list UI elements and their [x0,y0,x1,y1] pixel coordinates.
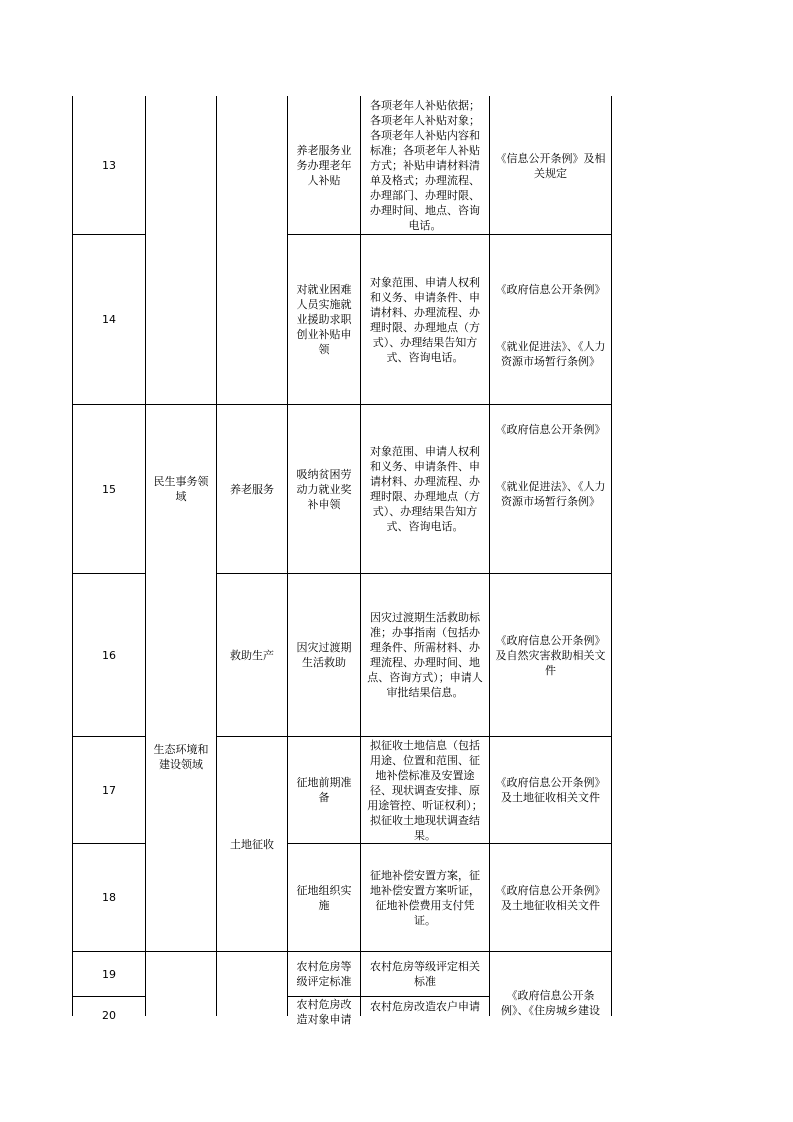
item-name: 因灾过渡期生活救助 [296,641,352,669]
basis-text: 《政府信息公开条例》 [495,423,606,436]
content-text: 农村危房改造农户申请 [370,1000,480,1013]
basis-text: 《政府信息公开条例》及自然灾害救助相关文件 [495,633,606,677]
content-text: 拟征收土地信息（包括用途、位置和范围、征地补偿标准及安置途径、现状调查安排、原用途管控、听证权利）；拟征收土地现状调查结果。 [367,738,483,842]
basis-text: 《信息公开条例》及相关规定 [495,151,606,180]
row-number: 20 [102,1009,116,1022]
row-number: 17 [102,783,116,797]
row-number: 19 [102,967,116,981]
basis-text: 《就业促进法》、《人力资源市场暂行条例》 [495,340,606,368]
basis-text: 《就业促进法》、《人力资源市场暂行条例》 [495,480,606,508]
row-number: 13 [102,159,116,172]
sub-area-label: 救助生产 [230,648,274,662]
basis-cell [490,405,611,573]
basis-text: 《政府信息公开条例》 [495,283,606,296]
basis-text: 《政府信息公开条例》、《住房城乡建设 [501,989,600,1017]
item-name: 吸纳贫困劳动力就业奖补申领 [296,467,352,511]
item-name: 养老服务业务办理老年人补贴 [296,144,352,187]
content-text: 农村危房等级评定相关标准 [370,960,480,988]
row-number: 14 [102,313,116,326]
content-text: 因灾过渡期生活救助标准；办事指南（包括办理条件、所需材料、办理流程、办理时间、地点、咨询方式）；申请人审批结果信息。 [367,611,483,699]
basis-cell [490,235,611,404]
area-label: 民生事务领域 [153,475,209,503]
item-name: 农村危房等级评定标准 [296,960,352,988]
item-name: 征地组织实施 [296,883,352,912]
row-number: 18 [102,891,116,904]
content-text: 对象范围、申请人权利和义务、申请条件、申请材料、办理流程、办理时限、办理地点（方式）、办理结果告知方式、咨询电话。 [370,445,480,533]
sub-area-label: 养老服务 [230,482,274,496]
row-number: 15 [102,482,116,496]
basis-text: 《政府信息公开条例》及土地征收相关文件 [495,883,606,912]
item-name: 征地前期准备 [296,776,352,804]
sub-area-label: 土地征收 [230,837,274,851]
content-text: 征地补偿安置方案，征地补偿安置方案听证，征地补偿费用支付凭证。 [370,868,480,927]
basis-text: 《政府信息公开条例》及土地征收相关文件 [495,776,606,804]
item-name: 农村危房改造对象申请 [296,998,352,1026]
area-label: 生态环境和建设领域 [153,743,209,771]
item-name: 对就业困难人员实施就业援助求职创业补贴申领 [296,283,352,356]
row-number: 16 [102,648,116,662]
content-text: 对象范围、申请人权利和义务、申请条件、申请材料、办理流程、办理时限、办理地点（方式）、办理结果告知方式、咨询电话。 [370,275,480,364]
content-text: 各项老年人补贴依据；各项老年人补贴对象；各项老年人补贴内容和标准；各项老年人补贴方式；补贴申请材料清单及格式；办理流程、办理部门、办理时限、办理时间、地点、咨询电话。 [370,99,480,232]
